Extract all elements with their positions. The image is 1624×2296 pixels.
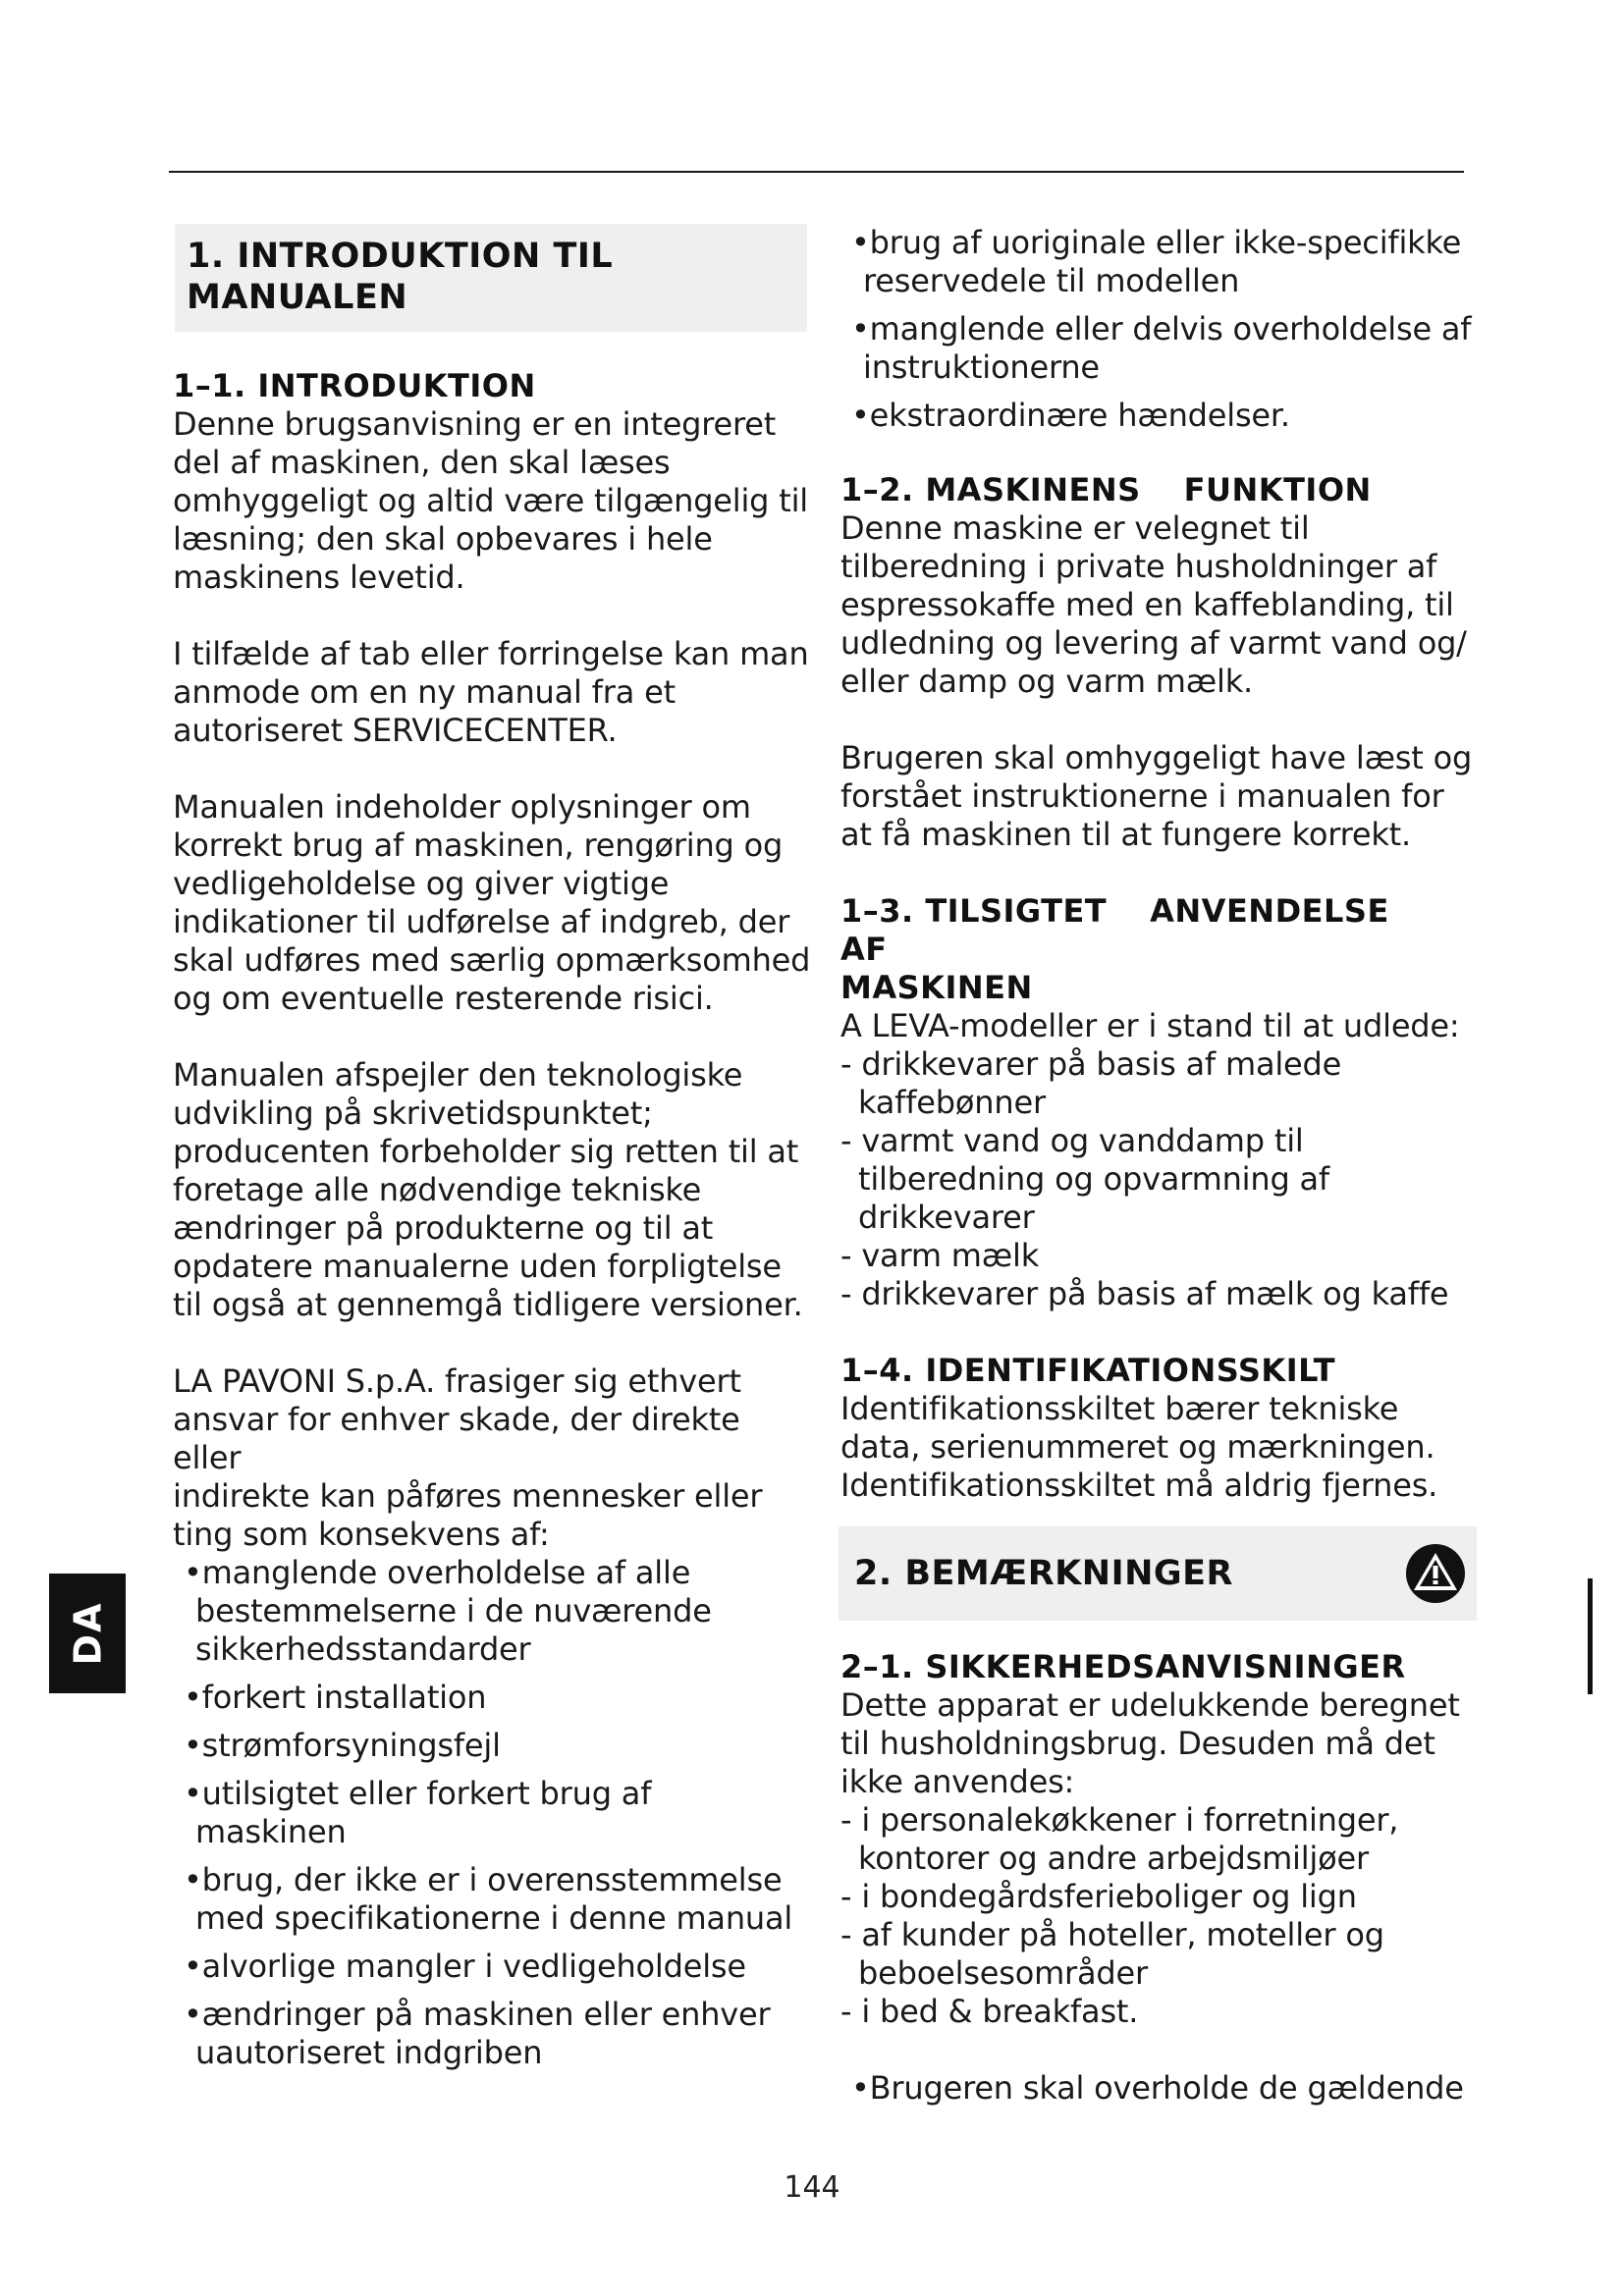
function-paragraph: Denne maskine er velegnet til tilberedning i private husholdninger af espressokaffe med en kaffeblanding, til udledning og levering af varmt vand og/ eller damp og varm mælk.: [840, 509, 1467, 700]
subsection-title: INTRODUKTION: [257, 367, 536, 404]
section-2-heading: [839, 1526, 1477, 1621]
list-item: - drikkevarer på basis af malede kaffebønner: [840, 1045, 1342, 1121]
liability-text-b: indirekte kan påføres mennesker eller ting som konsekvens af:: [173, 1477, 763, 1553]
list-item: - i personalekøkkener i forretninger, kontorer og andre arbejdsmiljøer: [840, 1801, 1399, 1877]
list-item: •ekstraordinære hændelser.: [851, 397, 1290, 434]
subsection-title-a: TILSIGTET: [925, 892, 1108, 930]
intro-paragraph-3: Manualen indeholder oplysninger om korrekt brug af maskinen, rengøring og vedligeholdelse og giver vigtige indikationer til udførelse af indgreb, der skal udføres med særlig opmærksomhed og om eventuelle resterende risici.: [173, 788, 811, 1017]
list-item: - i bed & breakfast.: [840, 1993, 1139, 2030]
section-1-heading: 1. INTRODUKTION TIL MANUALEN: [175, 224, 807, 332]
subsection-title-b: ANVENDELSE: [1150, 892, 1389, 930]
list-item: •strømforsyningsfejl: [184, 1727, 501, 1764]
top-rule: [169, 171, 1464, 173]
subsection-number: 2–1.: [840, 1648, 914, 1685]
subsection-title-a: MASKINENS: [925, 471, 1141, 508]
liability-paragraph: [173, 1362, 811, 1554]
subsection-1-3-heading: [840, 892, 1477, 1007]
subsection-2-1-heading: [840, 1648, 1477, 1686]
right-column: [840, 224, 1477, 2108]
list-item: - varmt vand og vanddamp til tilberedning og opvarmning af drikkevarer: [840, 1122, 1329, 1236]
subsection-number: 1–1.: [173, 367, 246, 404]
subsection-number: 1–2.: [840, 471, 914, 508]
page-number: 144: [784, 2170, 840, 2205]
section-2-title: 2. BEMÆRKNINGER: [854, 1554, 1233, 1593]
intro-paragraph-4: Manualen afspejler den teknologiske udvikling på skrivetidspunktet; producenten forbeholder sig retten til at foretage alle nødvendige tekniske ændringer på produkterne og til at opdatere manualerne uden forpligtelse til også at gennemgå tidligere versioner.: [173, 1056, 803, 1323]
subsection-title-b: FUNKTION: [1183, 471, 1372, 508]
function-paragraph-2: Brugeren skal omhyggeligt have læst og forstået instruktionerne i manualen for at få maskinen til at fungere korrekt.: [840, 739, 1473, 853]
subsection-number: 1–4.: [840, 1352, 914, 1389]
list-item: - varm mælk: [840, 1237, 1040, 1274]
left-column: [173, 224, 811, 2072]
subsection-title: SIKKERHEDSANVISNINGER: [925, 1648, 1406, 1685]
liability-text-a: LA PAVONI S.p.A. frasiger sig ethvert ansvar for enhver skade, der direkte eller: [173, 1362, 741, 1476]
subsection-title-d: MASKINEN: [840, 969, 1033, 1006]
list-item: •brug af uoriginale eller ikke-specifikke reservedele til modellen: [851, 224, 1462, 299]
subsection-1-1-heading: [173, 367, 811, 405]
language-tab-label: DA: [65, 1601, 109, 1666]
list-item: •utilsigtet eller forkert brug af maskinen: [184, 1775, 652, 1850]
identification-paragraph: Identifikationsskiltet bærer tekniske data, serienummeret og mærkningen. Identifikationsskiltet må aldrig fjernes.: [840, 1390, 1438, 1504]
intro-paragraph-2: I tilfælde af tab eller forringelse kan man anmode om en ny manual fra et autoriseret SERVICECENTER.: [173, 635, 809, 749]
subsection-1-4-heading: [840, 1352, 1477, 1390]
list-item: •ændringer på maskinen eller enhver uautoriseret indgriben: [184, 1996, 771, 2071]
list-item: •forkert installation: [184, 1679, 487, 1716]
list-item: •Brugeren skal overholde de gældende: [851, 2069, 1464, 2107]
list-item: - drikkevarer på basis af mælk og kaffe: [840, 1275, 1449, 1312]
list-item: •manglende eller delvis overholdelse af instruktionerne: [851, 310, 1472, 386]
subsection-title: IDENTIFIKATIONSSKILT: [925, 1352, 1336, 1389]
list-item: •alvorlige mangler i vedligeholdelse: [184, 1948, 746, 1985]
warning-icon: [1404, 1542, 1467, 1605]
list-item: - af kunder på hoteller, moteller og beboelsesområder: [840, 1916, 1384, 1992]
margin-marker-bar: [1588, 1578, 1593, 1694]
subsection-1-2-heading: [840, 471, 1477, 509]
list-item: •brug, der ikke er i overensstemmelse med specifikationerne i denne manual: [184, 1861, 793, 1937]
list-item: - i bondegårdsferieboliger og lign: [840, 1878, 1357, 1915]
safety-paragraph: Dette apparat er udelukkende beregnet til husholdningsbrug. Desuden må det ikke anvendes:: [840, 1686, 1460, 1800]
intro-paragraph-1: Denne brugsanvisning er en integreret del af maskinen, den skal læses omhyggeligt og altid være tilgængelig til læsning; den skal opbevares i hele maskinens levetid.: [173, 405, 808, 596]
intended-use-intro: A LEVA-modeller er i stand til at udlede:: [840, 1007, 1460, 1044]
language-tab: [49, 1574, 126, 1693]
list-item: •manglende overholdelse af alle bestemmelserne i de nuværende sikkerhedsstandarder: [184, 1554, 712, 1668]
subsection-number: 1–3.: [840, 892, 914, 930]
subsection-title-c: AF: [840, 931, 888, 968]
